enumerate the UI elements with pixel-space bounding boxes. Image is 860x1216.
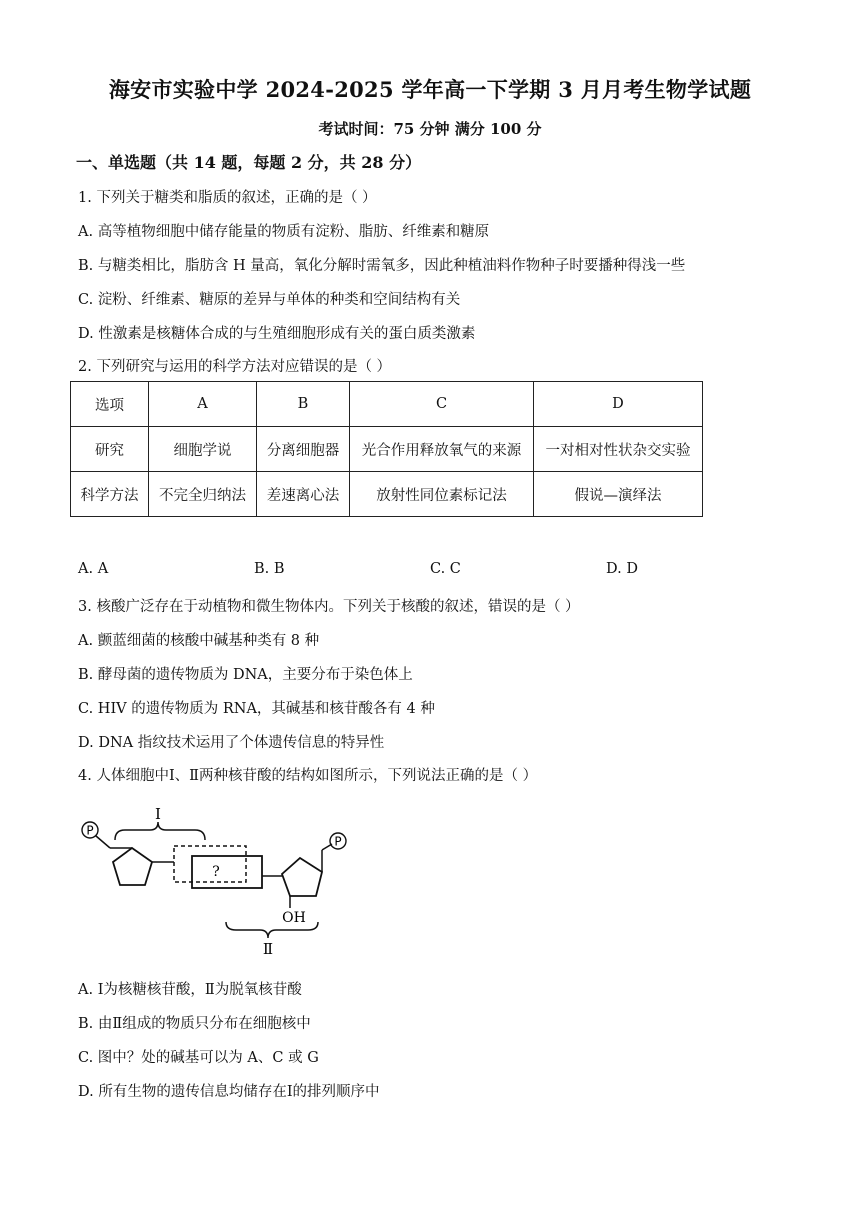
table-cell: 选项 — [71, 382, 149, 427]
q1-option-c: C. 淀粉、纤维素、糖原的差异与单体的种类和空间结构有关 — [78, 292, 461, 308]
unknown-base-label: ? — [212, 864, 220, 880]
label-i: Ⅰ — [155, 805, 161, 823]
table-cell: 一对相对性状杂交实验 — [534, 427, 703, 472]
q3-option-d: D. DNA 指纹技术运用了个体遗传信息的特异性 — [78, 735, 385, 751]
q2-option-c: C. C — [430, 561, 461, 577]
q3-option-b: B. 酵母菌的遗传物质为 DNA，主要分布于染色体上 — [78, 667, 413, 683]
pentose-right-icon — [282, 858, 322, 896]
q2-table — [70, 381, 703, 517]
q4-option-a: A. Ⅰ为核糖核苷酸，Ⅱ为脱氧核苷酸 — [78, 982, 302, 998]
nucleotide-diagram — [70, 800, 360, 960]
table-cell: 分离细胞器 — [257, 427, 350, 472]
bracket-i — [115, 822, 205, 840]
table-cell: 不完全归纳法 — [149, 472, 257, 517]
dashed-base-box — [174, 846, 246, 882]
q3-stem: 3. 核酸广泛存在于动植物和微生物体内。下列关于核酸的叙述，错误的是（ ） — [78, 599, 580, 615]
exam-title: 海安市实验中学 2024-2025 学年高一下学期 3 月月考生物学试题 — [108, 77, 752, 102]
bond-p-c5 — [96, 836, 110, 848]
q1-stem: 1. 下列关于糖类和脂质的叙述，正确的是（ ） — [78, 190, 377, 206]
q2-option-a: A. A — [78, 561, 109, 577]
q1-option-a: A. 高等植物细胞中储存能量的物质有淀粉、脂肪、纤维素和糖原 — [78, 224, 490, 240]
q3-option-a: A. 颤蓝细菌的核酸中碱基种类有 8 种 — [78, 633, 320, 649]
exam-subtitle: 考试时间：75 分钟 满分 100 分 — [318, 120, 542, 138]
q2-option-d: D. D — [606, 561, 638, 577]
table-cell: 光合作用释放氧气的来源 — [350, 427, 534, 472]
table-cell: 细胞学说 — [149, 427, 257, 472]
q2-stem: 2. 下列研究与运用的科学方法对应错误的是（ ） — [78, 359, 392, 375]
q4-option-b: B. 由Ⅱ组成的物质只分布在细胞核中 — [78, 1016, 311, 1032]
label-ii: Ⅱ — [262, 940, 274, 958]
table-cell: 科学方法 — [71, 472, 149, 517]
pentose-left-icon — [113, 848, 152, 885]
base-box — [192, 856, 262, 888]
q4-stem: 4. 人体细胞中Ⅰ、Ⅱ两种核苷酸的结构如图所示，下列说法正确的是（ ） — [78, 768, 538, 784]
table-cell: C — [350, 382, 534, 427]
table-row — [71, 427, 703, 472]
q3-option-c: C. HIV 的遗传物质为 RNA，其碱基和核苷酸各有 4 种 — [78, 701, 435, 717]
q1-option-d: D. 性激素是核糖体合成的与生殖细胞形成有关的蛋白质类激素 — [78, 326, 476, 342]
table-cell: 差速离心法 — [257, 472, 350, 517]
phosphate-right-label: P — [334, 834, 342, 849]
table-row — [71, 382, 703, 427]
table-row — [71, 472, 703, 517]
section-heading: 一、单选题（共 14 题，每题 2 分，共 28 分） — [76, 153, 422, 172]
q2-option-b: B. B — [254, 561, 285, 577]
q4-option-c: C. 图中？处的碱基可以为 A、C 或 G — [78, 1050, 319, 1066]
table-cell: 假说—演绎法 — [534, 472, 703, 517]
phosphate-left-label: P — [86, 823, 94, 838]
hydroxyl-label: OH — [282, 910, 306, 926]
q1-option-b: B. 与糖类相比，脂肪含 H 量高，氧化分解时需氧多，因此种植油料作物种子时要播种得浅一些 — [78, 258, 686, 274]
table-cell: A — [149, 382, 257, 427]
table-cell: 研究 — [71, 427, 149, 472]
table-cell: B — [257, 382, 350, 427]
q4-option-d: D. 所有生物的遗传信息均储存在Ⅰ的排列顺序中 — [78, 1084, 380, 1100]
table-cell: D — [534, 382, 703, 427]
table-cell: 放射性同位素标记法 — [350, 472, 534, 517]
